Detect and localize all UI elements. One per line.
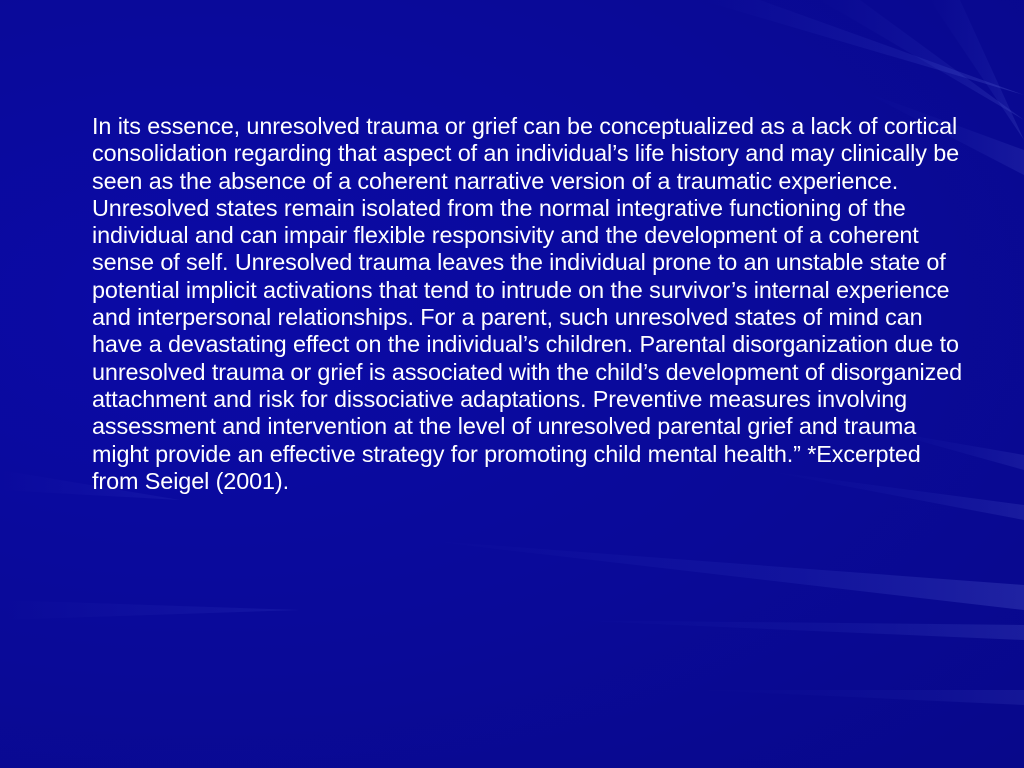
body-text: In its essence, unresolved trauma or grief can be conceptualized as a lack of cortical consolidation regarding that aspect of an individual’s life history and may clinically be seen as the absence of a coherent narrative version of a traumatic experience. Unresolved states remain isolated from the normal integrative functioning of the individual and can impair flexible responsivity and the development of a coherent sense of self. Unresolved trauma leaves the individual prone to an unstable state of potential implicit activations that tend to intrude on the survivor’s internal experience and interpersonal relationships. For a parent, such unresolved states of mind can have a devastating effect on the individual’s children. Parental disorganization due to unresolved trauma or grief is associated with the child’s development of disorganized attachment and risk for dissociative adaptations. Preventive measures involving assessment and intervention at the level of unresolved parental grief and trauma might provide an effective strategy for promoting child mental health.” *Excerpted from Seigel (2001). [92,113,962,494]
